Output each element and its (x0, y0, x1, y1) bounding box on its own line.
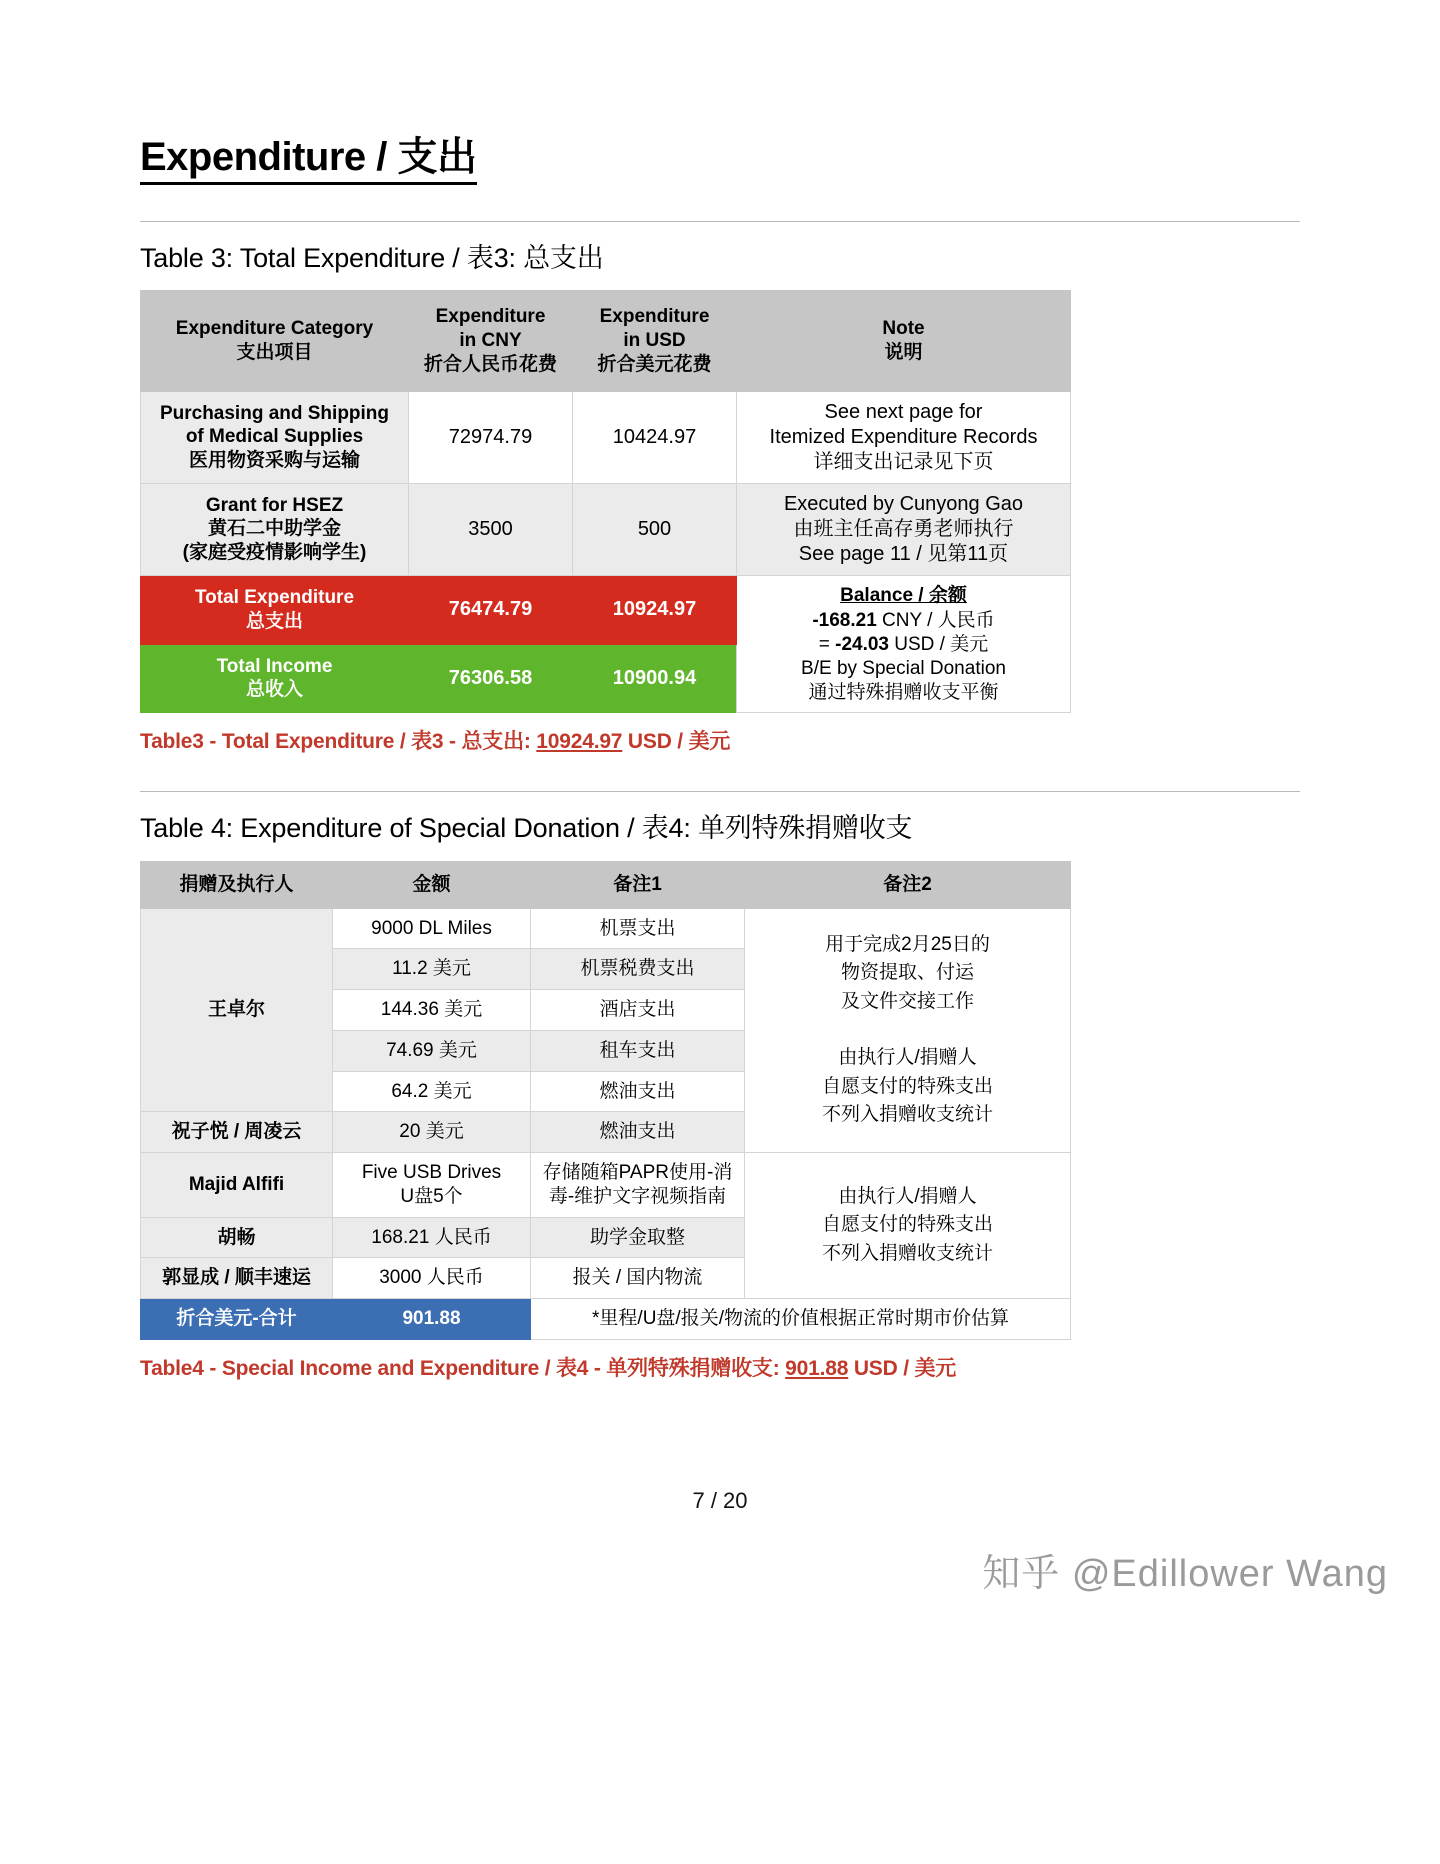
table4-summary-prefix: Table4 - Special Income and Expenditure / 表4 - 单列特殊捐赠收支: (140, 1356, 786, 1380)
table3-summary-prefix: Table3 - Total Expenditure / 表3 - 总支出: (140, 730, 537, 754)
table4-total-label: 折合美元-合计 (141, 1299, 333, 1340)
table3-total-income-cny: 76306.58 (409, 644, 573, 713)
table3-row0-usd: 10424.97 (573, 391, 737, 483)
table4-total-row (141, 1299, 1071, 1340)
table4-person-huchang: 胡畅 (141, 1217, 333, 1258)
header-line: 折合美元花费 (597, 353, 712, 375)
note-gap (753, 1016, 1062, 1044)
table4-amount: 11.2 美元 (333, 949, 531, 990)
table4-remark1: 酒店支出 (531, 990, 745, 1031)
table4-header-person: 捐赠及执行人 (141, 861, 333, 908)
note-line: 及文件交接工作 (840, 990, 974, 1012)
table4-note2-block-1 (745, 908, 1071, 1153)
header-line: Expenditure (599, 306, 710, 328)
table4-amount: 144.36 美元 (333, 990, 531, 1031)
table3-row0-category (141, 391, 409, 483)
note-line: 用于完成2月25日的 (825, 933, 990, 955)
table4-summary-value: 901.88 (785, 1356, 849, 1380)
table4-remark1: 报关 / 国内物流 (531, 1258, 745, 1299)
balance-cny-value: -168.21 (812, 610, 877, 632)
table3-header-note (737, 291, 1071, 391)
table3-caption: Table 3: Total Expenditure / 表3: 总支出 (140, 243, 604, 273)
table3-summary-suffix: USD / 美元 (622, 730, 731, 754)
table4-total-note: *里程/U盘/报关/物流的价值根据正常时期市价估算 (531, 1299, 1071, 1340)
table4-summary (140, 1352, 1300, 1382)
table3-summary-value: 10924.97 (536, 730, 623, 754)
table4-remark1: 机票税费支出 (531, 949, 745, 990)
balance-usd-unit: USD / 美元 (889, 634, 989, 656)
balance-title: Balance / 余额 (840, 584, 967, 606)
table3-row1-category (141, 483, 409, 575)
table4-total-amount: 901.88 (333, 1299, 531, 1340)
table4-remark1: 助学金取整 (531, 1217, 745, 1258)
table3-header-category (141, 291, 409, 391)
table3-total-expenditure-cny: 76474.79 (409, 575, 573, 644)
table3-row1-usd: 500 (573, 483, 737, 575)
cell-line: 黄石二中助学金 (207, 518, 341, 540)
divider-top (140, 221, 1300, 222)
table4-amount: 20 美元 (333, 1112, 531, 1153)
table-row (141, 1153, 1071, 1218)
cell-line: (家庭受疫情影响学生) (182, 542, 367, 564)
table4-amount: 9000 DL Miles (333, 908, 531, 949)
cell-line: 存储随箱PAPR使用-消 (542, 1162, 733, 1184)
table3-total-expenditure-label (141, 575, 409, 644)
cell-line: Purchasing and Shipping (159, 402, 390, 424)
table3-balance-note (737, 575, 1071, 713)
cell-line: Executed by Cunyong Gao (783, 492, 1024, 515)
table4-remark1: 机票支出 (531, 908, 745, 949)
note-line: 自愿支付的特殊支出 (821, 1214, 993, 1236)
table4-remark1: 燃油支出 (531, 1112, 745, 1153)
cell-line: See next page for (824, 400, 983, 423)
page-number: 7 / 20 (692, 1488, 748, 1513)
table4-amount: 74.69 美元 (333, 1030, 531, 1071)
cell-line: U盘5个 (400, 1185, 463, 1207)
note-line: 物资提取、付运 (840, 962, 974, 984)
note-line: 不列入捐赠收支统计 (821, 1104, 993, 1126)
table3-total-expenditure-usd: 10924.97 (573, 575, 737, 644)
cell-line: See page 11 / 见第11页 (798, 542, 1009, 565)
table4-remark1: 租车支出 (531, 1030, 745, 1071)
table-row (141, 391, 1071, 483)
header-line: 说明 (884, 342, 923, 364)
balance-line-3: B/E by Special Donation (801, 657, 1006, 679)
header-line: Expenditure (435, 306, 546, 328)
cell-line: of Medical Supplies (185, 426, 364, 448)
table3-total-income-label (141, 644, 409, 713)
table4-remark1: 燃油支出 (531, 1071, 745, 1112)
table4-person-guo-sf: 郭显成 / 顺丰速运 (141, 1258, 333, 1299)
table4-summary-suffix: USD / 美元 (848, 1356, 957, 1380)
cell-line: 由班主任高存勇老师执行 (793, 517, 1014, 540)
note-line: 由执行人/捐赠人 (838, 1185, 977, 1207)
header-line: Note (882, 318, 925, 340)
balance-line-1 (745, 609, 1062, 633)
table4-caption: Table 4: Expenditure of Special Donation / 表4: 单列特殊捐赠收支 (140, 813, 913, 844)
cell-line: 详细支出记录见下页 (813, 450, 994, 473)
page-title: Expenditure / 支出 (140, 0, 477, 185)
cell-line: Total Expenditure (194, 586, 355, 608)
balance-line-4: 通过特殊捐赠收支平衡 (808, 681, 999, 703)
table4-amount (333, 1153, 531, 1218)
cell-line: Grant for HSEZ (205, 494, 344, 516)
watermark: 知乎 @Edillower Wang (982, 1553, 1388, 1595)
balance-cny-unit: CNY / 人民币 (876, 610, 995, 632)
balance-usd-value: -24.03 (835, 634, 889, 656)
cell-line: Total Income (216, 655, 333, 677)
table-row (141, 908, 1071, 949)
header-line: in USD (623, 330, 686, 352)
table3-header-usd (573, 291, 737, 391)
balance-line-2 (745, 633, 1062, 657)
table3-row1-cny: 3500 (409, 483, 573, 575)
table4-amount: 168.21 人民币 (333, 1217, 531, 1258)
table4-person-majid: Majid Alfifi (141, 1153, 333, 1218)
table4-person-wang: 王卓尔 (141, 908, 333, 1112)
table4-header-remark1: 备注1 (531, 861, 745, 908)
divider-middle (140, 791, 1300, 792)
table4 (140, 861, 1071, 1340)
cell-line: 总收入 (245, 679, 303, 701)
table4-header-row (141, 861, 1071, 908)
table-row (141, 483, 1071, 575)
table3-header-cny (409, 291, 573, 391)
note-line: 不列入捐赠收支统计 (821, 1242, 993, 1264)
table3-row0-note (737, 391, 1071, 483)
table4-header-amount: 金额 (333, 861, 531, 908)
cell-line: Itemized Expenditure Records (769, 425, 1038, 448)
table4-amount: 64.2 美元 (333, 1071, 531, 1112)
table4-note2-block-2 (745, 1153, 1071, 1299)
table3-row0-cny: 72974.79 (409, 391, 573, 483)
table4-amount: 3000 人民币 (333, 1258, 531, 1299)
header-line: Expenditure Category (175, 318, 374, 340)
note-line: 由执行人/捐赠人 (838, 1047, 977, 1069)
header-line: 支出项目 (236, 342, 313, 364)
table4-person-zhu-zhou: 祝子悦 / 周凌云 (141, 1112, 333, 1153)
header-line: in CNY (459, 330, 522, 352)
table4-header-remark2: 备注2 (745, 861, 1071, 908)
table4-remark1 (531, 1153, 745, 1218)
table3 (140, 290, 1071, 713)
header-line: 折合人民币花费 (423, 353, 557, 375)
cell-line: 总支出 (245, 610, 303, 632)
cell-line: 毒-维护文字视频指南 (548, 1185, 727, 1207)
page-title-wrap (140, 0, 1300, 185)
table3-summary (140, 725, 1300, 755)
table3-total-income-usd: 10900.94 (573, 644, 737, 713)
table3-row1-note (737, 483, 1071, 575)
table3-header-row (141, 291, 1071, 391)
note-line: 自愿支付的特殊支出 (821, 1075, 993, 1097)
cell-line: 医用物资采购与运输 (188, 450, 360, 472)
balance-eq: = (818, 634, 836, 656)
table3-total-expenditure-row (141, 575, 1071, 644)
cell-line: Five USB Drives (361, 1162, 502, 1184)
